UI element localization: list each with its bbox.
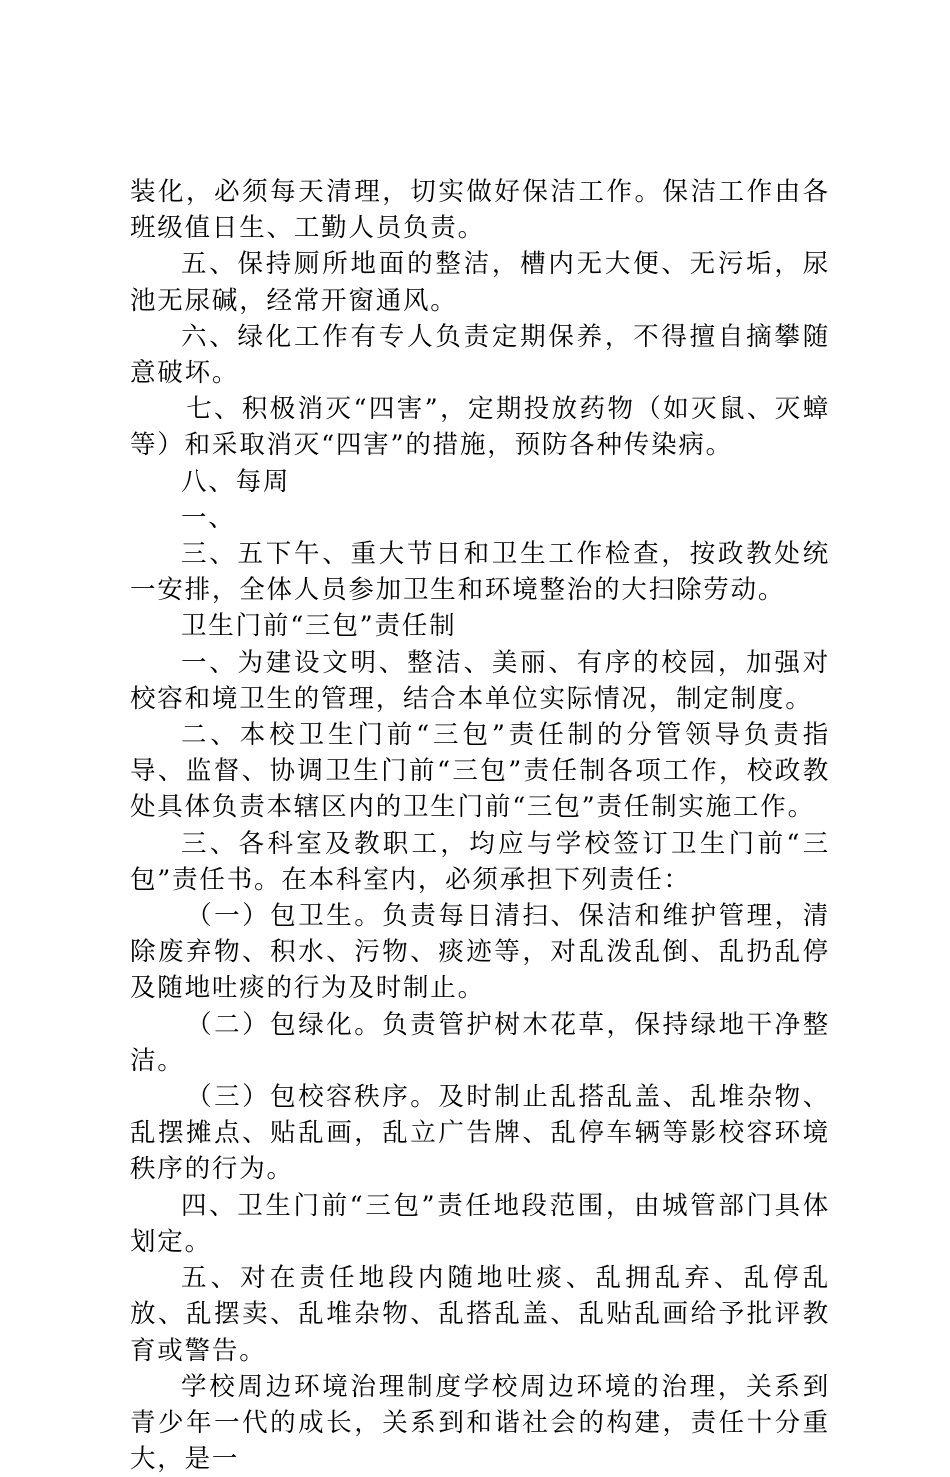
- paragraph-surroundings-intro: 学校周边环境治理制度学校周边环境的治理，关系到青少年一代的成长，关系到和谐社会的构建，责任十分重大，是一: [130, 1371, 830, 1475]
- paragraph-sub-2-greening: （二）包绿化。负责管护树木花草，保持绿地干净整洁。: [130, 1009, 830, 1076]
- paragraph-item-5-toilet: 五、保持厕所地面的整洁，槽内无大便、无污垢，尿池无尿碱，经常开窗通风。: [130, 249, 830, 316]
- paragraph-item-3-cleanup: 三、五下午、重大节日和卫生工作检查，按政教处统一安排，全体人员参加卫生和环境整治的大扫除劳动。: [130, 539, 830, 606]
- paragraph-sub-3-order: （三）包校容秩序。及时制止乱搭乱盖、乱堆杂物、乱摆摊点、贴乱画，乱立广告牌、乱停车辆等影校容环境秩序的行为。: [130, 1082, 830, 1185]
- paragraph-continued: 装化，必须每天清理，切实做好保洁工作。保洁工作由各班级值日生、工勤人员负责。: [130, 177, 830, 244]
- section-heading-three-guarantees: 卫生门前“三包”责任制: [181, 611, 457, 642]
- paragraph-sub-1-hygiene: （一）包卫生。负责每日清扫、保洁和维护管理，清除废弃物、积水、污物、痰迹等，对乱泼乱倒、乱扔乱停及随地吐痰的行为及时制止。: [130, 901, 830, 1004]
- paragraph-rule-3: 三、各科室及教职工，均应与学校签订卫生门前“三包”责任书。在本科室内，必须承担下列责任：: [130, 828, 830, 895]
- paragraph-item-6-greening: 六、绿化工作有专人负责定期保养，不得擅自摘攀随意破坏。: [130, 321, 830, 389]
- paragraph-rule-5: 五、对在责任地段内随地吐痰、乱拥乱弃、乱停乱放、乱摆卖、乱堆杂物、乱搭乱盖、乱贴乱画给予批评教育或警告。: [130, 1263, 830, 1366]
- document-body: [130, 174, 830, 1477]
- paragraph-rule-2: 二、本校卫生门前“三包”责任制的分管领导负责指导、监督、协调卫生门前“三包”责任制各项工作，校政教处具体负责本辖区内的卫生门前“三包”责任制实施工作。: [130, 720, 830, 823]
- paragraph-item-7-pests: 七、积极消灭“四害”，定期投放药物（如灭鼠、灭蟑等）和采取消灭“四害”的措施，预防各种传染病。: [130, 394, 830, 461]
- paragraph-rule-4: 四、卫生门前“三包”责任地段范围，由城管部门具体划定。: [130, 1190, 830, 1257]
- paragraph-rule-1: 一、为建设文明、整洁、美丽、有序的校园，加强对校容和境卫生的管理，结合本单位实际情况，制定制度。: [130, 647, 830, 714]
- paragraph-item-1-fragment: 一、: [181, 502, 236, 533]
- paragraph-item-8-weekly: 八、每周: [181, 466, 291, 497]
